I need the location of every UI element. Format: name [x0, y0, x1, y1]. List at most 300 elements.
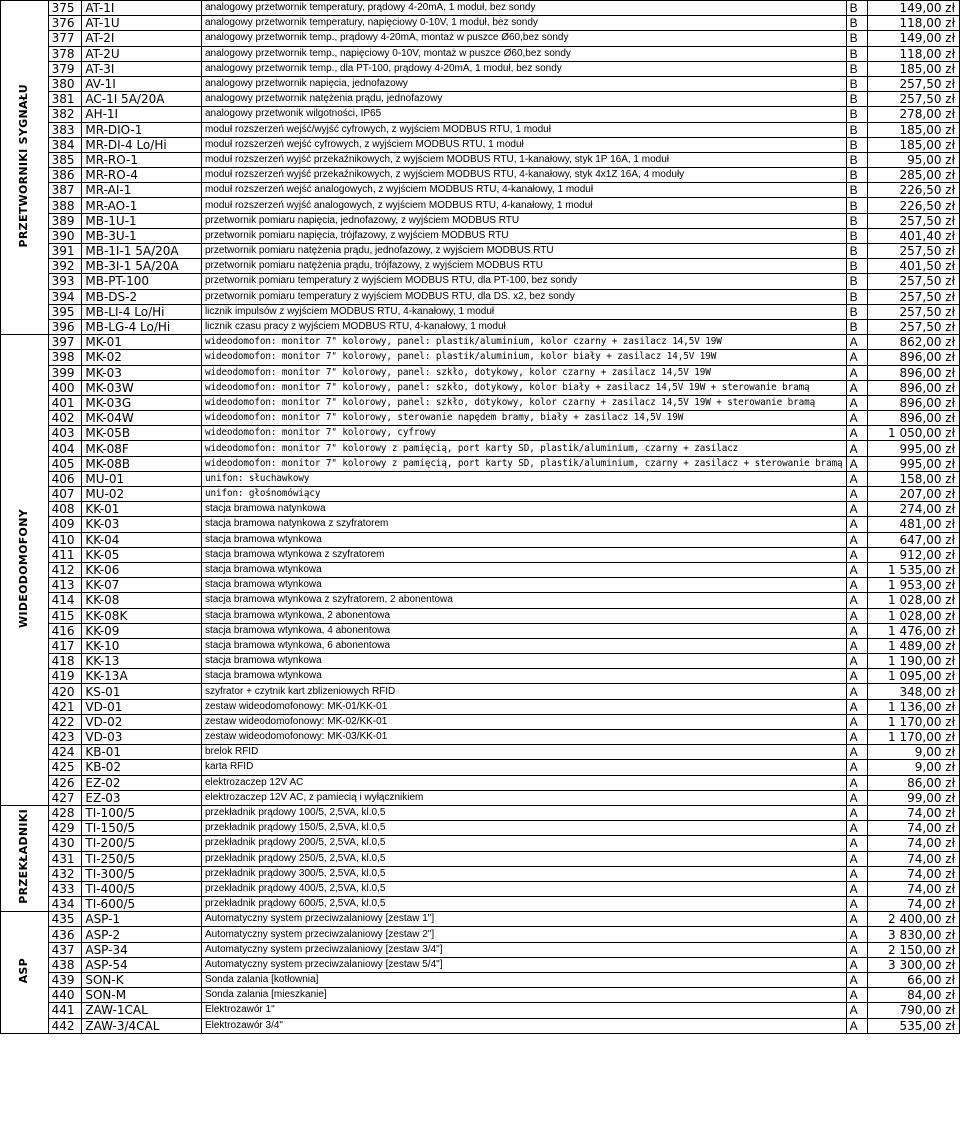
- price-cell: 1 050,00 zł: [868, 426, 960, 441]
- table-row: [1, 426, 960, 441]
- price-group-cell: A: [846, 851, 868, 866]
- price-cell: 912,00 zł: [868, 547, 960, 562]
- row-number-cell: 415: [48, 608, 82, 623]
- price-cell: 257,50 zł: [868, 289, 960, 304]
- row-number-cell: 424: [48, 745, 82, 760]
- product-code-cell: MK-04W: [82, 411, 202, 426]
- row-number-cell: 393: [48, 274, 82, 289]
- price-group-cell: A: [846, 562, 868, 577]
- description-cell: licznik impulsów z wyjściem MODBUS RTU, 4-kanałowy, 1 moduł: [201, 304, 846, 319]
- price-group-cell: A: [846, 897, 868, 912]
- price-group-cell: A: [846, 593, 868, 608]
- table-row: [1, 289, 960, 304]
- price-group-cell: B: [846, 137, 868, 152]
- description-cell: elektrozaczep 12V AC: [201, 775, 846, 790]
- price-group-cell: A: [846, 821, 868, 836]
- price-group-cell: A: [846, 623, 868, 638]
- table-row: [1, 790, 960, 805]
- description-cell: wideodomofon: monitor 7" kolorowy, panel: szkło, dotykowy, kolor czarny + zasilacz 14,5V 19W: [201, 365, 846, 380]
- table-row: [1, 942, 960, 957]
- product-code-cell: ASP-34: [82, 942, 202, 957]
- price-group-cell: A: [846, 1018, 868, 1033]
- row-number-cell: 399: [48, 365, 82, 380]
- product-code-cell: MR-AO-1: [82, 198, 202, 213]
- table-row: [1, 471, 960, 486]
- price-cell: 995,00 zł: [868, 441, 960, 456]
- category-label-text: ASP: [17, 957, 31, 984]
- price-cell: 74,00 zł: [868, 881, 960, 896]
- description-cell: Automatyczny system przeciwzalaniowy [zestaw 1"]: [201, 912, 846, 927]
- table-row: [1, 973, 960, 988]
- price-cell: 185,00 zł: [868, 61, 960, 76]
- row-number-cell: 388: [48, 198, 82, 213]
- description-cell: zestaw wideodomofonowy: MK-03/KK-01: [201, 730, 846, 745]
- product-code-cell: AT-1U: [82, 16, 202, 31]
- row-number-cell: 400: [48, 380, 82, 395]
- product-code-cell: KK-09: [82, 623, 202, 638]
- table-row: [1, 1, 960, 16]
- description-cell: unifon: głośnomówiący: [201, 487, 846, 502]
- product-code-cell: EZ-03: [82, 790, 202, 805]
- product-code-cell: MB-3U-1: [82, 228, 202, 243]
- row-number-cell: 440: [48, 988, 82, 1003]
- price-group-cell: B: [846, 46, 868, 61]
- price-cell: 84,00 zł: [868, 988, 960, 1003]
- description-cell: przekładnik prądowy 200/5, 2,5VA, kl.0,5: [201, 836, 846, 851]
- table-row: [1, 654, 960, 669]
- table-row: [1, 395, 960, 410]
- description-cell: stacja bramowa wtynkowa: [201, 532, 846, 547]
- table-row: [1, 623, 960, 638]
- price-cell: 74,00 zł: [868, 821, 960, 836]
- price-cell: 66,00 zł: [868, 973, 960, 988]
- product-code-cell: MU-01: [82, 471, 202, 486]
- description-cell: wideodomofon: monitor 7" kolorowy z pamięcią, port karty SD, plastik/aluminium, czarny + zasilacz: [201, 441, 846, 456]
- table-row: [1, 912, 960, 927]
- description-cell: stacja bramowa wtynkowa, 2 abonentowa: [201, 608, 846, 623]
- table-row: [1, 897, 960, 912]
- table-row: [1, 198, 960, 213]
- price-cell: 278,00 zł: [868, 107, 960, 122]
- price-group-cell: A: [846, 487, 868, 502]
- price-cell: 1 170,00 zł: [868, 714, 960, 729]
- row-number-cell: 407: [48, 487, 82, 502]
- description-cell: moduł rozszerzeń wejść cyfrowych, z wyjściem MODBUS RTU, 1 moduł: [201, 137, 846, 152]
- product-code-cell: KB-01: [82, 745, 202, 760]
- price-cell: 149,00 zł: [868, 31, 960, 46]
- table-row: [1, 380, 960, 395]
- product-code-cell: MB-3I-1 5A/20A: [82, 259, 202, 274]
- price-cell: 274,00 zł: [868, 502, 960, 517]
- table-row: [1, 684, 960, 699]
- row-number-cell: 389: [48, 213, 82, 228]
- price-cell: 1 095,00 zł: [868, 669, 960, 684]
- description-cell: przetwornik pomiaru temperatury z wyjściem MODBUS RTU, dla PT-100, bez sondy: [201, 274, 846, 289]
- description-cell: stacja bramowa wtynkowa z szyfratorem: [201, 547, 846, 562]
- description-cell: moduł rozszerzeń wejść analogowych, z wyjściem MODBUS RTU, 4-kanałowy, 1 moduł: [201, 183, 846, 198]
- price-cell: 1 028,00 zł: [868, 593, 960, 608]
- price-cell: 74,00 zł: [868, 836, 960, 851]
- row-number-cell: 439: [48, 973, 82, 988]
- price-cell: 647,00 zł: [868, 532, 960, 547]
- row-number-cell: 402: [48, 411, 82, 426]
- table-row: [1, 61, 960, 76]
- product-code-cell: MR-RO-4: [82, 168, 202, 183]
- price-cell: 74,00 zł: [868, 897, 960, 912]
- price-cell: 9,00 zł: [868, 760, 960, 775]
- table-row: [1, 441, 960, 456]
- row-number-cell: 395: [48, 304, 82, 319]
- price-cell: 896,00 zł: [868, 411, 960, 426]
- product-code-cell: ZAW-3/4CAL: [82, 1018, 202, 1033]
- product-code-cell: AT-1I: [82, 1, 202, 16]
- price-cell: 1 953,00 zł: [868, 578, 960, 593]
- product-code-cell: KK-04: [82, 532, 202, 547]
- table-row: [1, 335, 960, 350]
- price-group-cell: A: [846, 730, 868, 745]
- description-cell: stacja bramowa wtynkowa: [201, 562, 846, 577]
- table-row: [1, 411, 960, 426]
- row-number-cell: 386: [48, 168, 82, 183]
- row-number-cell: 412: [48, 562, 82, 577]
- product-code-cell: MR-RO-1: [82, 152, 202, 167]
- product-code-cell: ASP-1: [82, 912, 202, 927]
- price-cell: 9,00 zł: [868, 745, 960, 760]
- description-cell: przetwornik pomiaru napięcia, trójfazowy, z wyjściem MODBUS RTU: [201, 228, 846, 243]
- row-number-cell: 416: [48, 623, 82, 638]
- product-code-cell: SON-K: [82, 973, 202, 988]
- table-row: [1, 760, 960, 775]
- price-group-cell: B: [846, 1, 868, 16]
- price-cell: 99,00 zł: [868, 790, 960, 805]
- table-row: [1, 304, 960, 319]
- table-row: [1, 836, 960, 851]
- description-cell: licznik czasu pracy z wyjściem MODBUS RTU, 4-kanałowy, 1 moduł: [201, 319, 846, 334]
- description-cell: Elektrozawór 1": [201, 1003, 846, 1018]
- product-code-cell: MU-02: [82, 487, 202, 502]
- table-row: [1, 456, 960, 471]
- price-group-cell: A: [846, 942, 868, 957]
- price-group-cell: A: [846, 532, 868, 547]
- row-number-cell: 442: [48, 1018, 82, 1033]
- product-code-cell: TI-300/5: [82, 866, 202, 881]
- product-code-cell: KK-08K: [82, 608, 202, 623]
- table-row: [1, 46, 960, 61]
- row-number-cell: 401: [48, 395, 82, 410]
- row-number-cell: 408: [48, 502, 82, 517]
- product-code-cell: TI-600/5: [82, 897, 202, 912]
- product-code-cell: AT-3I: [82, 61, 202, 76]
- table-row: [1, 927, 960, 942]
- row-number-cell: 414: [48, 593, 82, 608]
- price-group-cell: A: [846, 699, 868, 714]
- price-group-cell: A: [846, 881, 868, 896]
- price-group-cell: B: [846, 304, 868, 319]
- category-label: [1, 335, 49, 806]
- product-code-cell: MR-AI-1: [82, 183, 202, 198]
- price-group-cell: A: [846, 866, 868, 881]
- description-cell: stacja bramowa wtynkowa, 6 abonentowa: [201, 638, 846, 653]
- row-number-cell: 397: [48, 335, 82, 350]
- table-row: [1, 988, 960, 1003]
- table-row: [1, 137, 960, 152]
- table-row: [1, 714, 960, 729]
- price-cell: 257,50 zł: [868, 244, 960, 259]
- product-code-cell: SON-M: [82, 988, 202, 1003]
- product-code-cell: AT-2I: [82, 31, 202, 46]
- row-number-cell: 418: [48, 654, 82, 669]
- description-cell: karta RFID: [201, 760, 846, 775]
- table-row: [1, 547, 960, 562]
- description-cell: wideodomofon: monitor 7" kolorowy, panel: szkło, dotykowy, kolor biały + zasilacz 14,5V 19W + sterowanie bramą: [201, 380, 846, 395]
- row-number-cell: 381: [48, 92, 82, 107]
- description-cell: unifon: słuchawkowy: [201, 471, 846, 486]
- product-code-cell: AV-1I: [82, 76, 202, 91]
- description-cell: analogowy przetwonik wilgotności, IP65: [201, 107, 846, 122]
- price-cell: 1 476,00 zł: [868, 623, 960, 638]
- price-group-cell: A: [846, 578, 868, 593]
- price-cell: 1 489,00 zł: [868, 638, 960, 653]
- category-label-text: PRZETWORNIKI SYGNAŁU: [17, 83, 31, 248]
- table-row: [1, 274, 960, 289]
- description-cell: wideodomofon: monitor 7" kolorowy z pamięcią, port karty SD, plastik/aluminium, czarny + zasilacz + sterowanie bramą: [201, 456, 846, 471]
- row-number-cell: 392: [48, 259, 82, 274]
- row-number-cell: 432: [48, 866, 82, 881]
- price-cell: 285,00 zł: [868, 168, 960, 183]
- price-cell: 1 170,00 zł: [868, 730, 960, 745]
- row-number-cell: 426: [48, 775, 82, 790]
- price-cell: 185,00 zł: [868, 137, 960, 152]
- row-number-cell: 435: [48, 912, 82, 927]
- table-row: [1, 608, 960, 623]
- description-cell: brelok RFID: [201, 745, 846, 760]
- product-code-cell: MR-DI-4 Lo/Hi: [82, 137, 202, 152]
- price-cell: 74,00 zł: [868, 851, 960, 866]
- price-group-cell: A: [846, 836, 868, 851]
- price-cell: 226,50 zł: [868, 198, 960, 213]
- price-group-cell: B: [846, 289, 868, 304]
- row-number-cell: 430: [48, 836, 82, 851]
- description-cell: stacja bramowa natynkowa z szyfratorem: [201, 517, 846, 532]
- table-row: [1, 168, 960, 183]
- product-code-cell: MK-03W: [82, 380, 202, 395]
- price-group-cell: A: [846, 456, 868, 471]
- description-cell: Automatyczny system przeciwzalaniowy [zestaw 2"]: [201, 927, 846, 942]
- price-group-cell: B: [846, 152, 868, 167]
- row-number-cell: 413: [48, 578, 82, 593]
- table-row: [1, 319, 960, 334]
- price-group-cell: B: [846, 228, 868, 243]
- description-cell: Automatyczny system przeciwzalaniowy [zestaw 5/4"]: [201, 957, 846, 972]
- row-number-cell: 404: [48, 441, 82, 456]
- product-code-cell: MK-03G: [82, 395, 202, 410]
- price-cell: 95,00 zł: [868, 152, 960, 167]
- price-cell: 1 028,00 zł: [868, 608, 960, 623]
- table-row: [1, 805, 960, 820]
- product-code-cell: KK-05: [82, 547, 202, 562]
- table-row: [1, 213, 960, 228]
- price-cell: 1 136,00 zł: [868, 699, 960, 714]
- price-cell: 185,00 zł: [868, 122, 960, 137]
- row-number-cell: 398: [48, 350, 82, 365]
- product-code-cell: KK-13: [82, 654, 202, 669]
- category-label: [1, 1, 49, 335]
- price-cell: 118,00 zł: [868, 16, 960, 31]
- description-cell: stacja bramowa wtynkowa z szyfratorem, 2 abonentowa: [201, 593, 846, 608]
- price-cell: 790,00 zł: [868, 1003, 960, 1018]
- table-row: [1, 502, 960, 517]
- table-row: [1, 699, 960, 714]
- price-cell: 226,50 zł: [868, 183, 960, 198]
- price-group-cell: B: [846, 319, 868, 334]
- row-number-cell: 425: [48, 760, 82, 775]
- row-number-cell: 427: [48, 790, 82, 805]
- price-group-cell: A: [846, 669, 868, 684]
- row-number-cell: 441: [48, 1003, 82, 1018]
- description-cell: analogowy przetwornik temperatury, napięciowy 0-10V, 1 moduł, bez sondy: [201, 16, 846, 31]
- row-number-cell: 384: [48, 137, 82, 152]
- description-cell: Automatyczny system przeciwzalaniowy [zestaw 3/4"]: [201, 942, 846, 957]
- table-row: [1, 532, 960, 547]
- price-group-cell: B: [846, 61, 868, 76]
- price-cell: 74,00 zł: [868, 805, 960, 820]
- description-cell: stacja bramowa wtynkowa, 4 abonentowa: [201, 623, 846, 638]
- product-code-cell: KK-07: [82, 578, 202, 593]
- description-cell: analogowy przetwornik temp., napięciowy 0-10V, montaż w puszce Ø60,bez sondy: [201, 46, 846, 61]
- table-row: [1, 365, 960, 380]
- product-code-cell: MK-02: [82, 350, 202, 365]
- product-code-cell: KK-06: [82, 562, 202, 577]
- product-code-cell: MK-08F: [82, 441, 202, 456]
- price-group-cell: A: [846, 547, 868, 562]
- row-number-cell: 410: [48, 532, 82, 547]
- row-number-cell: 434: [48, 897, 82, 912]
- table-row: [1, 183, 960, 198]
- row-number-cell: 423: [48, 730, 82, 745]
- description-cell: stacja bramowa wtynkowa: [201, 578, 846, 593]
- price-cell: 481,00 zł: [868, 517, 960, 532]
- price-cell: 401,50 zł: [868, 259, 960, 274]
- row-number-cell: 437: [48, 942, 82, 957]
- table-row: [1, 16, 960, 31]
- description-cell: analogowy przetwornik natężenia prądu, jednofazowy: [201, 92, 846, 107]
- description-cell: wideodomofon: monitor 7" kolorowy, cyfrowy: [201, 426, 846, 441]
- row-number-cell: 376: [48, 16, 82, 31]
- category-label: [1, 912, 49, 1034]
- table-row: [1, 638, 960, 653]
- description-cell: przekładnik prądowy 400/5, 2,5VA, kl.0,5: [201, 881, 846, 896]
- price-group-cell: A: [846, 335, 868, 350]
- price-group-cell: B: [846, 92, 868, 107]
- category-label-text: WIDEODOMOFONY: [17, 508, 31, 628]
- price-cell: 257,50 zł: [868, 92, 960, 107]
- table-row: [1, 669, 960, 684]
- price-group-cell: A: [846, 1003, 868, 1018]
- row-number-cell: 438: [48, 957, 82, 972]
- price-group-cell: B: [846, 198, 868, 213]
- price-group-cell: A: [846, 426, 868, 441]
- description-cell: stacja bramowa wtynkowa: [201, 654, 846, 669]
- table-row: [1, 31, 960, 46]
- row-number-cell: 385: [48, 152, 82, 167]
- row-number-cell: 417: [48, 638, 82, 653]
- description-cell: stacja bramowa wtynkowa: [201, 669, 846, 684]
- table-row: [1, 122, 960, 137]
- price-cell: 1 190,00 zł: [868, 654, 960, 669]
- price-cell: 348,00 zł: [868, 684, 960, 699]
- product-code-cell: KS-01: [82, 684, 202, 699]
- table-row: [1, 775, 960, 790]
- product-code-cell: MB-1U-1: [82, 213, 202, 228]
- price-group-cell: A: [846, 471, 868, 486]
- product-code-cell: KK-10: [82, 638, 202, 653]
- price-cell: 86,00 zł: [868, 775, 960, 790]
- description-cell: przetwornik pomiaru natężenia prądu, jednofazowy, z wyjściem MODBUS RTU: [201, 244, 846, 259]
- row-number-cell: 382: [48, 107, 82, 122]
- price-group-cell: A: [846, 411, 868, 426]
- row-number-cell: 403: [48, 426, 82, 441]
- description-cell: Elektrozawór 3/4": [201, 1018, 846, 1033]
- product-code-cell: AT-2U: [82, 46, 202, 61]
- description-cell: analogowy przetwornik temp., dla PT-100, prądowy 4-20mA, 1 moduł, bez sondy: [201, 61, 846, 76]
- product-code-cell: TI-400/5: [82, 881, 202, 896]
- price-cell: 535,00 zł: [868, 1018, 960, 1033]
- row-number-cell: 419: [48, 669, 82, 684]
- table-row: [1, 881, 960, 896]
- row-number-cell: 422: [48, 714, 82, 729]
- row-number-cell: 391: [48, 244, 82, 259]
- row-number-cell: 396: [48, 319, 82, 334]
- description-cell: analogowy przetwornik temp., prądowy 4-20mA, montaż w puszce Ø60,bez sondy: [201, 31, 846, 46]
- row-number-cell: 379: [48, 61, 82, 76]
- price-group-cell: A: [846, 638, 868, 653]
- price-cell: 3 300,00 zł: [868, 957, 960, 972]
- price-cell: 207,00 zł: [868, 487, 960, 502]
- table-row: [1, 821, 960, 836]
- price-cell: 257,50 zł: [868, 76, 960, 91]
- table-row: [1, 851, 960, 866]
- description-cell: zestaw wideodomofonowy: MK-02/KK-01: [201, 714, 846, 729]
- price-cell: 401,40 zł: [868, 228, 960, 243]
- description-cell: Sonda zalania [mieszkanie]: [201, 988, 846, 1003]
- product-code-cell: MR-DIO-1: [82, 122, 202, 137]
- table-row: [1, 593, 960, 608]
- price-cell: 257,50 zł: [868, 274, 960, 289]
- row-number-cell: 429: [48, 821, 82, 836]
- product-code-cell: TI-100/5: [82, 805, 202, 820]
- row-number-cell: 390: [48, 228, 82, 243]
- table-row: [1, 517, 960, 532]
- product-code-cell: VD-03: [82, 730, 202, 745]
- category-label: [1, 805, 49, 911]
- table-row: [1, 76, 960, 91]
- price-cell: 896,00 zł: [868, 350, 960, 365]
- row-number-cell: 406: [48, 471, 82, 486]
- table-row: [1, 562, 960, 577]
- product-code-cell: ASP-54: [82, 957, 202, 972]
- description-cell: przekładnik prądowy 600/5, 2,5VA, kl.0,5: [201, 897, 846, 912]
- price-cell: 896,00 zł: [868, 380, 960, 395]
- description-cell: stacja bramowa natynkowa: [201, 502, 846, 517]
- price-group-cell: A: [846, 441, 868, 456]
- price-group-cell: A: [846, 973, 868, 988]
- description-cell: moduł rozszerzeń wyjść przekaźnikowych, z wyjściem MODBUS RTU, 1-kanałowy, styk 1P 16A, 1 moduł: [201, 152, 846, 167]
- product-code-cell: MK-03: [82, 365, 202, 380]
- row-number-cell: 420: [48, 684, 82, 699]
- description-cell: wideodomofon: monitor 7" kolorowy, panel: plastik/aluminium, kolor czarny + zasilacz 14,5V 19W: [201, 335, 846, 350]
- row-number-cell: 411: [48, 547, 82, 562]
- price-group-cell: A: [846, 760, 868, 775]
